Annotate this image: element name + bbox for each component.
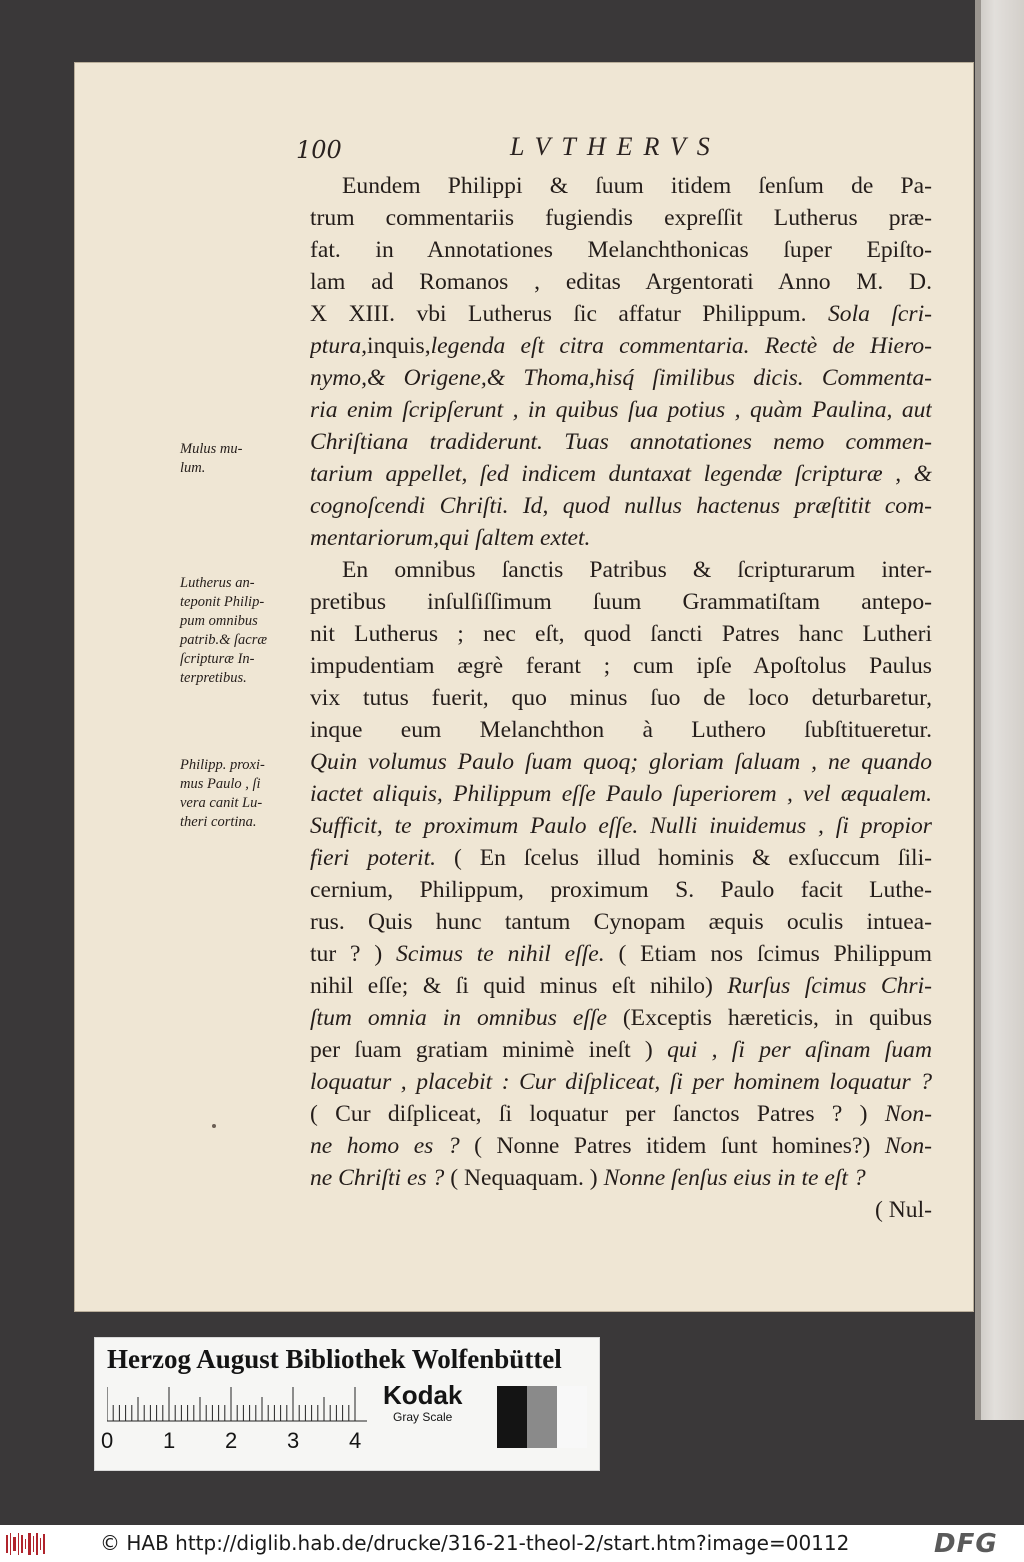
margin-note <box>180 756 308 832</box>
roman-text: fat. in Annotationes Melanchthonicas ſuper Epiſto- <box>310 237 932 263</box>
italic-text: Rurſus ſcimus Chri- <box>727 973 932 999</box>
ruler-number: 3 <box>287 1428 300 1453</box>
italic-text: cognoſcendi Chriſti. Id, quod nullus hactenus præſtitit com- <box>310 493 932 519</box>
footer-bar <box>0 1525 1024 1562</box>
text-line <box>310 842 932 874</box>
roman-text: nihil eſſe; & ſi quid minus eſt nihilo) <box>310 973 728 999</box>
text-line <box>310 1098 932 1130</box>
text-line <box>310 906 932 938</box>
roman-text: En omnibus ſanctis Patribus & ſcripturarum inter- <box>342 557 932 583</box>
text-line <box>310 394 932 426</box>
body-text <box>310 170 932 1226</box>
italic-text: nymo,& Origene,& Thoma,hisq́ ſimilibus dicis. Commenta- <box>310 365 932 391</box>
roman-text: per ſuam gratiam minimè ineſt ) <box>310 1037 668 1063</box>
gray-patch <box>557 1386 587 1448</box>
text-line <box>310 586 932 618</box>
text-line <box>310 170 932 202</box>
margin-note-line: Mulus mu- <box>180 441 243 457</box>
margin-note-line: terpretibus. <box>180 670 247 686</box>
text-line <box>310 202 932 234</box>
catchword: ( Nul- <box>874 1197 932 1223</box>
ruler-ticks <box>107 1386 367 1422</box>
text-line <box>310 682 932 714</box>
roman-text: impudentiam ægrè ferant ; cum ipſe Apoſtolus Paulus <box>310 653 932 679</box>
roman-text: tur ? ) <box>310 941 397 967</box>
italic-text: ptura, <box>310 333 368 359</box>
ruler-number: 2 <box>225 1428 238 1453</box>
margin-note-line: Lutherus an- <box>180 575 255 591</box>
color-card <box>94 1337 600 1471</box>
italic-text: Non- <box>884 1101 932 1127</box>
margin-note-line: Philipp. proxi- <box>180 757 265 773</box>
italic-text: ne Chriſti es ? <box>310 1165 451 1191</box>
italic-text: tarium appellet, ſed indicem duntaxat legendæ ſcripturæ , & <box>310 461 932 487</box>
text-line <box>310 650 932 682</box>
gray-patch <box>497 1386 527 1448</box>
roman-text: cernium, Philippum, proximum S. Paulo facit Luthe- <box>310 877 932 903</box>
margin-note <box>180 574 308 688</box>
roman-text: lam ad Romanos , editas Argentorati Anno M. D. <box>310 269 932 295</box>
text-line <box>310 810 932 842</box>
italic-text: ſtum omnia in omnibus eſſe <box>310 1005 623 1031</box>
italic-text: ne homo es ? <box>310 1133 475 1159</box>
ruler-scale <box>95 1428 395 1458</box>
roman-text: inquis, <box>367 333 431 359</box>
italic-text: mentariorum,qui ſaltem extet. <box>310 525 591 551</box>
text-line <box>310 298 932 330</box>
margin-note-line: theri cortina. <box>180 814 257 830</box>
margin-note-line: pum omnibus <box>180 613 258 629</box>
text-line <box>310 1002 932 1034</box>
ruler-number: 4 <box>349 1428 362 1453</box>
margin-note-line: vera canit Lu- <box>180 795 263 811</box>
italic-text: iactet aliquis, Philippum eſſe Paulo ſuperiorem , vel æqualem. <box>310 781 932 807</box>
ruler-number: 0 <box>101 1428 114 1453</box>
gray-scale-label: Gray Scale <box>393 1410 453 1424</box>
italic-text: Nonne ſenſus eius in te eſt ? <box>603 1165 866 1191</box>
italic-text: Sufficit, te proximum Paulo eſſe. Nulli inuidemus , ſi propior <box>310 813 932 839</box>
roman-text: (Exceptis hæreticis, in quibus <box>622 1005 932 1031</box>
italic-text: fieri poterit. <box>310 845 454 871</box>
library-name: Herzog August Bibliothek Wolfenbüttel <box>107 1344 562 1374</box>
roman-text: trum commentariis fugiendis expreſſit Lutherus præ- <box>310 205 932 231</box>
text-line <box>310 1130 932 1162</box>
text-line <box>310 778 932 810</box>
margin-note-line: lum. <box>180 460 206 476</box>
roman-text: ( Nonne Patres itidem ſunt homines?) <box>474 1133 885 1159</box>
italic-text: Chriſtiana tradiderunt. Tuas annotationes nemo commen- <box>310 429 932 455</box>
gray-patch <box>527 1386 557 1448</box>
margin-note-line: mus Paulo , ſi <box>180 776 261 792</box>
margin-note <box>180 440 308 478</box>
italic-text: ria enim ſcripſerunt , in quibus ſua potius , quàm Paulina, aut <box>310 397 932 423</box>
margin-note-line: teponit Philip- <box>180 594 265 610</box>
text-line <box>310 714 932 746</box>
ruler-number: 1 <box>163 1428 176 1453</box>
text-line <box>310 266 932 298</box>
roman-text: Eundem Philippi & ſuum itidem ſenſum de Pa- <box>342 173 932 199</box>
text-line <box>310 362 932 394</box>
text-line <box>310 874 932 906</box>
italic-text: Scimus te nihil eſſe. <box>396 941 619 967</box>
text-line <box>310 522 932 554</box>
running-head: LVTHERVS <box>510 132 721 161</box>
italic-text: loquatur , placebit : Cur diſpliceat, ſi per hominem loquatur ? <box>310 1069 932 1095</box>
roman-text: X XIII. vbi Lutherus ſic affatur Philippum. <box>310 301 828 327</box>
roman-text: pretibus inſulſiſſimum ſuum Grammatiſtam antepo- <box>310 589 932 615</box>
margin-note-line: ſcripturæ In- <box>180 651 255 667</box>
page-header <box>296 128 936 168</box>
text-line <box>310 458 932 490</box>
roman-text: ( Cur diſpliceat, ſi loquatur per ſanctos Patres ? ) <box>310 1101 885 1127</box>
roman-text: inque eum Melanchthon à Luthero ſubſtitueretur. <box>310 717 932 743</box>
text-line <box>310 490 932 522</box>
ink-speck <box>212 1124 216 1128</box>
roman-text: vix tutus fuerit, quo minus ſuo de loco deturbaretur, <box>310 685 932 711</box>
roman-text: rus. Quis hunc tantum Cynopam æquis oculis intuea- <box>310 909 932 935</box>
text-line <box>310 426 932 458</box>
page-number: 100 <box>296 136 342 164</box>
dfg-logo: DFG <box>934 1529 998 1559</box>
italic-text: Non- <box>884 1133 932 1159</box>
roman-text: nit Lutherus ; nec eſt, quod ſancti Patres hanc Lutheri <box>310 621 932 647</box>
text-line <box>310 746 932 778</box>
text-line <box>310 554 932 586</box>
italic-text: legenda eſt citra commentaria. Rectè de Hiero- <box>430 333 932 359</box>
text-line <box>310 1066 932 1098</box>
hab-barcode-icon <box>6 1533 46 1555</box>
text-line <box>310 938 932 970</box>
margin-note-line: patrib.& ſacræ <box>180 632 268 648</box>
roman-text: ( En ſcelus illud hominis & exſuccum ſili- <box>453 845 932 871</box>
roman-text: ( Nequaquam. ) <box>450 1165 604 1191</box>
kodak-logo: Kodak <box>383 1380 463 1410</box>
italic-text: Quin volumus Paulo ſuam quoq; gloriam ſaluam , ne quando <box>310 749 932 775</box>
italic-text: qui , ſi per aſinam ſuam <box>667 1037 932 1063</box>
text-line <box>310 970 932 1002</box>
roman-text: ( Etiam nos ſcimus Philippum <box>618 941 932 967</box>
text-line <box>310 234 932 266</box>
text-line <box>310 1034 932 1066</box>
italic-text: Sola ſcri- <box>827 301 932 327</box>
mount-strip <box>975 0 1024 1420</box>
text-line <box>310 618 932 650</box>
copyright-url: © HAB http://diglib.hab.de/drucke/316-21-theol-2/start.htm?image=00112 <box>100 1531 850 1555</box>
text-line <box>310 1162 932 1194</box>
text-line <box>310 330 932 362</box>
